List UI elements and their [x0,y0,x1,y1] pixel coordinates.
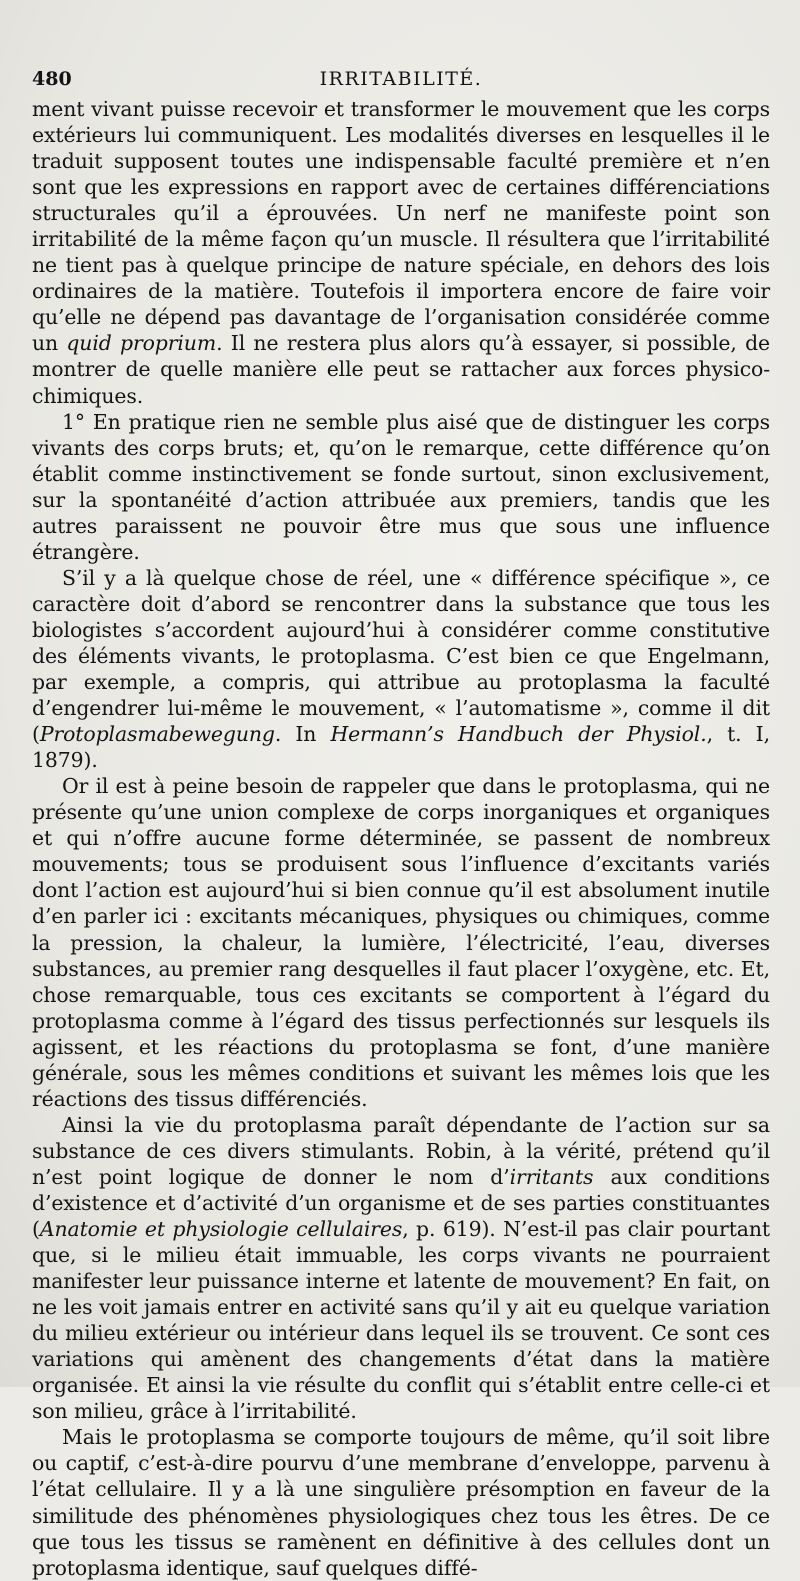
paragraph [32,1112,770,1425]
text-run: Or il est à peine besoin de rappeler que dans le protoplasma, qui ne présente qu’une union complexe de corps inorganiques et organiques et qui n’offre aucune forme déterminée, se passent de nombreux mouvements; tous se produisent sous l’influence d’excitants variés dont l’action est aujourd’hui si bien connue qu’il est absolument inutile d’en parler ici : excitants mécaniques, physiques ou chimiques, comme la pression, la chaleur, la lumière, l’électricité, l’eau, diverses substances, au premier rang desquelles il faut placer l’oxygène, etc. Et, chose remarquable, tous ces excitants se comportent à l’égard du protoplasma comme à l’égard des tissus perfectionnés sur lesquels ils agissent, et les réactions du protoplasma se font, d’une manière générale, sous les mêmes conditions et suivant les mêmes lois que les réactions des tissus différenciés. [32,774,770,1111]
italic-text: Hermann’s Handbuch der Physiol. [330,722,707,747]
italic-text: Anatomie et physiologie cellulaires [39,1217,403,1242]
text-run: ment vivant puisse recevoir et transformer le mouvement que les corps extérieurs lui communiquent. Les modalités diverses en lesquelles il le traduit supposent toutes une indispensable faculté première et n’en sont que les expressions en rapport avec de certaines différenciations structurales qu’il a éprouvées. Un nerf ne manifeste point son irritabilité de la même façon qu’un muscle. Il résultera que l’irritabilité ne tient pas à quelque principe de nature spéciale, en dehors des lois ordinaires de la matière. Toutefois il importera encore de faire voir qu’elle ne dépend pas davantage de l’organisation considérée comme un [32,97,770,356]
text-run: . Il ne restera plus alors qu’à essayer, si possible, de montrer de quelle manière elle peut se rattacher aux forces physico-chimiques. [32,331,770,408]
paragraph [32,565,770,773]
body-text [32,96,770,1581]
text-run: , p. 619). N’est-il pas clair pourtant que, si le milieu était immuable, les corps vivants ne pourraient manifester leur puissance interne et latente de mouvement? En fait, on ne les voit jamais entrer en activité sans qu’il y ait eu quelque variation du milieu extérieur ou intérieur dans lequel ils se trouvent. Ce sont ces variations qui amènent des changements d’état dans la matière organisée. Et ainsi la vie résulte du conflit qui s’établit entre celle-ci et son milieu, grâce à l’irritabilité. [32,1217,770,1424]
text-run: . In [274,722,331,747]
text-run: aux conditions d’existence et d’activité d’un organisme et de ses parties constituantes ( [32,1164,770,1242]
italic-text: irritants [509,1164,594,1189]
running-title: IRRITABILITÉ. [319,68,483,90]
page-number: 480 [32,68,72,90]
paragraph [32,1424,770,1580]
text-run: S’il y a là quelque chose de réel, une « différence spécifique », ce caractère doit d’abord se rencontrer dans la substance que tous les biologistes s’accordent aujourd’hui à considérer comme constitutive des éléments vivants, le protoplasma. C’est bien ce que Engelmann, par exemple, a compris, qui attribue au protoplasma la faculté d’engendrer lui-même le mouvement, « l’automatisme », comme il dit ( [32,565,770,747]
running-head [32,62,770,96]
italic-text: Protoplasmabewegung [39,722,275,747]
text-run: 1° En pratique rien ne semble plus aisé que de distinguer les corps vivants des corps bruts; et, qu’on le remarque, cette différence qu’on établit comme instinctivement se fonde surtout, sinon exclusivement, sur la spontanéité d’action attribuée aux premiers, tandis que les autres paraissent ne pouvoir être mus que sous une influence étrangère. [32,409,770,564]
paragraph [32,96,770,409]
paragraph [32,773,770,1112]
text-run: Ainsi la vie du protoplasma paraît dépendante de l’action sur sa substance de ces divers stimulants. Robin, à la vérité, prétend qu’il n’est point logique de donner le nom d’ [32,1112,770,1189]
italic-text: quid proprium [66,331,217,356]
paragraph [32,409,770,565]
text-run: Mais le protoplasma se comporte toujours de même, qu’il soit libre ou captif, c’est-à-dire pourvu d’une membrane d’enveloppe, parvenu à l’état cellulaire. Il y a là une singulière présomption en faveur de la similitude des phénomènes physiologiques chez tous les êtres. De ce que tous les tissus se ramènent en définitive à des cellules dont un protoplasma identique, sauf quelques diffé- [32,1425,770,1580]
text-run: , t. I, 1879). [32,722,770,773]
